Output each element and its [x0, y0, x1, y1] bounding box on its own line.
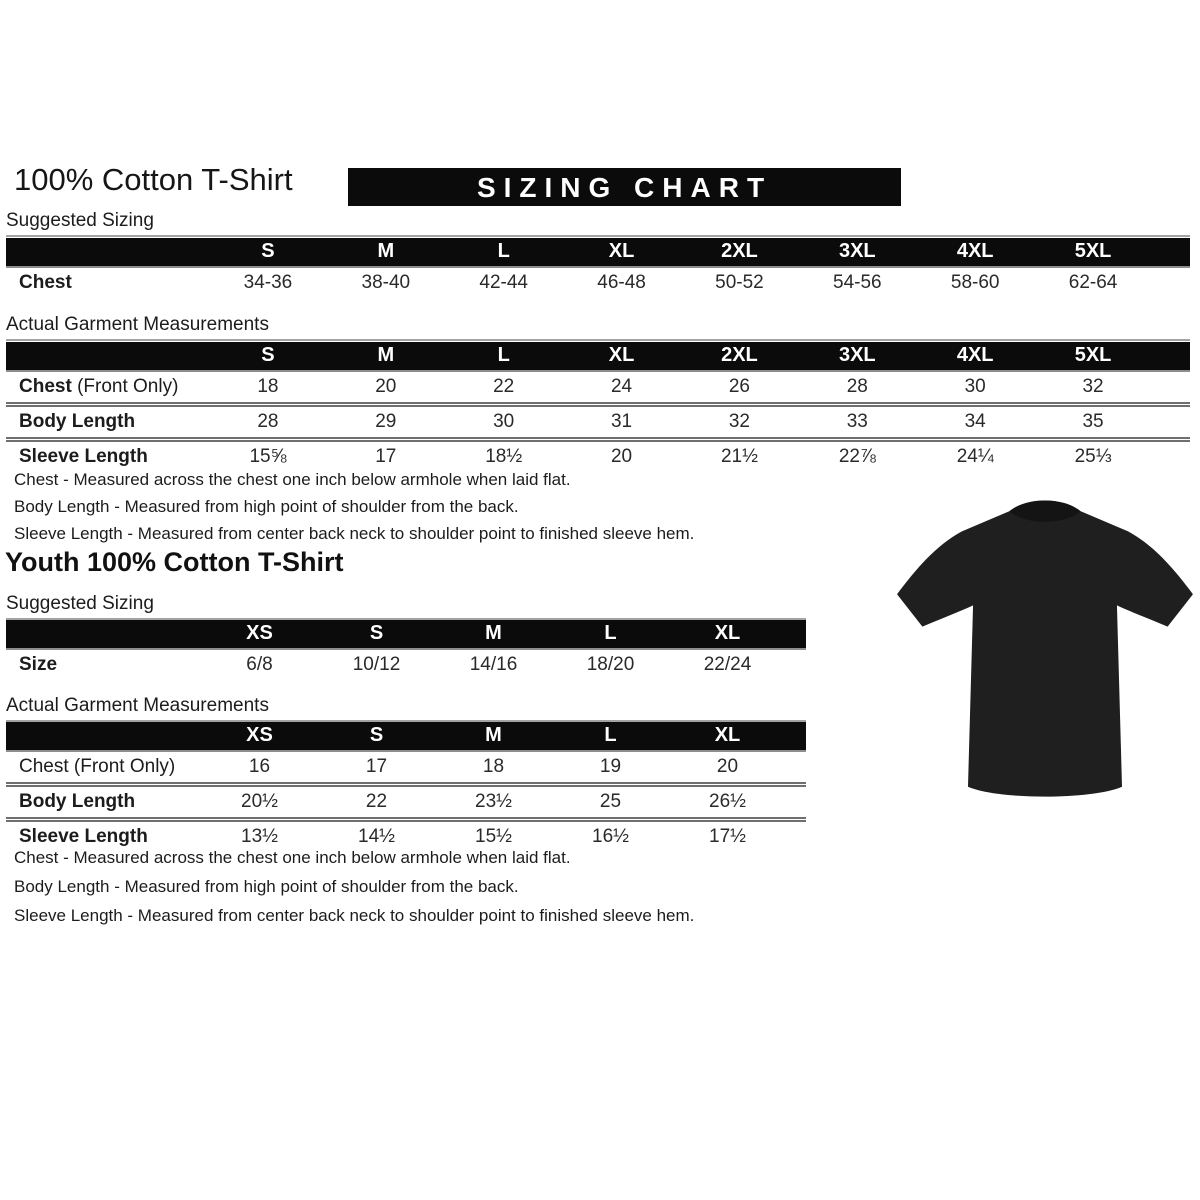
table-header — [6, 342, 1190, 371]
adult-suggested-sizing-heading: Suggested Sizing — [6, 210, 1190, 237]
black-tshirt-graphic — [893, 488, 1197, 814]
measurement-cell: 18 — [482, 756, 505, 777]
size-column-header: L — [552, 722, 669, 751]
row-label — [6, 751, 201, 785]
measurement-cell: 28 — [846, 376, 868, 397]
size-column-header: XS — [201, 620, 318, 649]
corner-cell — [6, 722, 201, 751]
size-column-header: 4XL — [916, 342, 1034, 371]
size-column-header: 3XL — [798, 238, 916, 267]
spacer-cell — [1152, 238, 1190, 267]
spacer-cell — [1152, 267, 1190, 298]
adult-suggested-sizing-table — [6, 238, 1190, 298]
measurement-cell: 50-52 — [715, 272, 764, 293]
measurement-cell: 17½ — [709, 826, 746, 847]
table-body — [6, 649, 806, 680]
size-column-header: S — [318, 722, 435, 751]
measurement-cell: 14½ — [358, 826, 395, 847]
measurement-cell: 62-64 — [1068, 272, 1118, 293]
measurement-cell: 29 — [375, 411, 397, 432]
measurement-cell: 19 — [599, 756, 622, 777]
measurement-cell: 33 — [846, 411, 868, 432]
measurement-cell: 20½ — [241, 791, 278, 812]
measurement-cell: 25⅓ — [1074, 446, 1112, 467]
measurement-cell: 17 — [375, 446, 397, 467]
size-column-header: XL — [669, 722, 786, 751]
measurement-cell: 10/12 — [352, 654, 401, 675]
measurement-cell: 20 — [610, 446, 633, 467]
row-label-bold: Chest — [19, 376, 72, 397]
spacer-cell — [1152, 371, 1190, 405]
note-body-length: Body Length - Measured from high point of shoulder from the back. — [14, 877, 519, 896]
size-column-header: M — [435, 722, 552, 751]
spacer-cell — [786, 751, 806, 785]
adult-actual-measurements-heading: Actual Garment Measurements — [6, 314, 1190, 341]
row-label-bold: Sleeve Length — [19, 826, 148, 847]
row-label-normal: (Front Only) — [71, 376, 179, 397]
spacer-cell — [1152, 342, 1190, 371]
spacer-cell — [786, 620, 806, 649]
measurement-cell: 20 — [375, 376, 397, 397]
size-header-row — [6, 238, 1190, 267]
table-header — [6, 620, 806, 649]
spacer-cell — [1152, 440, 1190, 473]
row-label-bold: Body Length — [19, 411, 136, 432]
spacer-cell — [786, 722, 806, 751]
note-chest: Chest - Measured across the chest one inch below armhole when laid flat. — [14, 848, 571, 867]
measurement-cell: 25 — [599, 791, 622, 812]
note-chest: Chest - Measured across the chest one inch below armhole when laid flat. — [14, 470, 571, 489]
size-column-header: S — [318, 620, 435, 649]
size-column-header: 5XL — [1034, 238, 1152, 267]
measurement-cell: 54-56 — [833, 272, 882, 293]
note-sleeve-length: Sleeve Length - Measured from center back neck to shoulder point to finished sleeve hem. — [14, 524, 695, 543]
measurement-cell: 24¼ — [956, 446, 994, 467]
row-label — [6, 405, 209, 440]
youth-actual-measurements-table — [6, 722, 806, 852]
spacer-cell — [786, 785, 806, 820]
table-header — [6, 722, 806, 751]
youth-actual-measurements-heading: Actual Garment Measurements — [6, 695, 806, 722]
measurement-cell: 18½ — [485, 446, 523, 467]
size-column-header: XL — [669, 620, 786, 649]
measurement-cell: 58-60 — [950, 272, 1000, 293]
spacer-cell — [1152, 405, 1190, 440]
adult-actual-measurements-table — [6, 342, 1190, 472]
measurement-cell: 21½ — [720, 446, 758, 467]
measurement-cell: 16½ — [592, 826, 629, 847]
size-column-header: M — [327, 342, 445, 371]
row-label-bold: Chest — [19, 272, 72, 293]
row-label — [6, 785, 201, 820]
measurement-cell: 46-48 — [597, 272, 646, 293]
size-column-header: L — [445, 342, 563, 371]
measurement-cell: 13½ — [241, 826, 278, 847]
page-title: 100% Cotton T-Shirt — [14, 162, 293, 197]
size-column-header: 2XL — [681, 238, 799, 267]
measurement-cell: 30 — [493, 411, 515, 432]
size-column-header: S — [209, 342, 327, 371]
row-label — [6, 649, 201, 680]
measurement-cell: 18/20 — [586, 654, 635, 675]
size-column-header: XL — [563, 238, 681, 267]
corner-cell — [6, 342, 209, 371]
measurement-row — [6, 785, 806, 820]
youth-measurement-notes — [14, 843, 694, 930]
size-column-header: S — [209, 238, 327, 267]
measurement-cell: 26 — [728, 376, 750, 397]
measurement-cell: 20 — [716, 756, 739, 777]
measurement-cell: 31 — [610, 411, 633, 432]
youth-suggested-sizing-heading: Suggested Sizing — [6, 593, 806, 620]
measurement-cell: 17 — [365, 756, 388, 777]
tshirt-body-shape — [897, 501, 1193, 797]
size-column-header: M — [435, 620, 552, 649]
measurement-cell: 32 — [728, 411, 750, 432]
note-sleeve-length: Sleeve Length - Measured from center back neck to shoulder point to finished sleeve hem. — [14, 906, 695, 925]
size-column-header: M — [327, 238, 445, 267]
youth-section-title: Youth 100% Cotton T-Shirt — [5, 547, 344, 577]
measurement-cell: 30 — [964, 376, 986, 397]
tshirt-image — [893, 488, 1197, 814]
measurement-cell: 34 — [964, 411, 986, 432]
row-label — [6, 371, 209, 405]
size-column-header: L — [445, 238, 563, 267]
row-label-bold: Size — [19, 654, 58, 675]
measurement-cell: 42-44 — [479, 272, 528, 293]
spacer-cell — [786, 649, 806, 680]
table-header — [6, 238, 1190, 267]
row-label — [6, 267, 209, 298]
measurement-cell: 23½ — [475, 791, 512, 812]
measurement-row — [6, 371, 1190, 405]
measurement-cell: 6/8 — [246, 654, 273, 675]
measurement-row — [6, 267, 1190, 298]
corner-cell — [6, 620, 201, 649]
table-body — [6, 751, 806, 852]
row-label-bold: Sleeve Length — [19, 446, 148, 467]
measurement-cell: 28 — [257, 411, 279, 432]
size-column-header: XS — [201, 722, 318, 751]
measurement-cell: 34-36 — [243, 272, 293, 293]
measurement-cell: 22⅞ — [838, 446, 876, 467]
measurement-cell: 24 — [610, 376, 633, 397]
measurement-cell: 35 — [1082, 411, 1104, 432]
size-column-header: 4XL — [916, 238, 1034, 267]
measurement-cell: 22 — [365, 791, 388, 812]
youth-suggested-sizing-table — [6, 620, 806, 680]
size-column-header: 5XL — [1034, 342, 1152, 371]
size-header-row — [6, 620, 806, 649]
size-column-header: 2XL — [681, 342, 799, 371]
spacer-cell — [786, 820, 806, 853]
note-body-length: Body Length - Measured from high point of shoulder from the back. — [14, 497, 519, 516]
size-header-row — [6, 342, 1190, 371]
row-label-bold: Body Length — [19, 791, 136, 812]
measurement-cell: 15½ — [475, 826, 512, 847]
measurement-row — [6, 405, 1190, 440]
size-header-row — [6, 722, 806, 751]
sizing-chart-banner: SIZING CHART — [348, 168, 901, 206]
size-column-header: XL — [563, 342, 681, 371]
size-column-header: L — [552, 620, 669, 649]
measurement-row — [6, 649, 806, 680]
measurement-cell: 38-40 — [361, 272, 411, 293]
measurement-cell: 16 — [248, 756, 271, 777]
measurement-cell: 15⅝ — [249, 446, 287, 467]
measurement-cell: 32 — [1082, 376, 1104, 397]
measurement-cell: 22 — [493, 376, 515, 397]
row-label-normal: Chest (Front Only) — [19, 756, 176, 777]
measurement-cell: 22/24 — [703, 654, 752, 675]
table-body — [6, 267, 1190, 298]
measurement-cell: 18 — [257, 376, 279, 397]
size-column-header: 3XL — [798, 342, 916, 371]
measurement-cell: 26½ — [709, 791, 746, 812]
adult-measurement-notes — [14, 466, 694, 547]
table-body — [6, 371, 1190, 472]
measurement-cell: 14/16 — [469, 654, 518, 675]
corner-cell — [6, 238, 209, 267]
measurement-row — [6, 751, 806, 785]
